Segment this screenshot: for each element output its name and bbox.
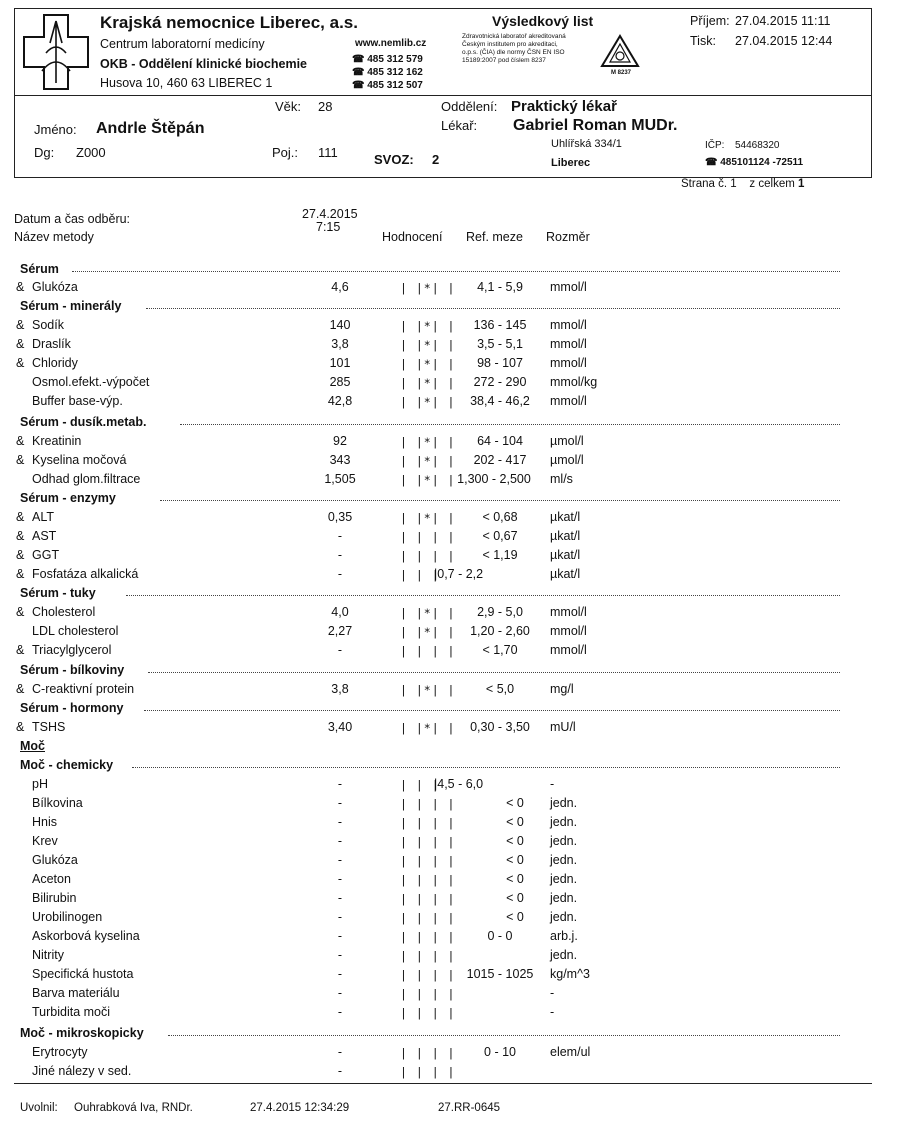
hospital-center: Centrum laboratorní medicíny [100,37,265,51]
svoz-label: SVOZ: [374,152,414,167]
table-row: Krev - | | | | < 0 jedn. [32,834,578,849]
section-header: Sérum - tuky [0,584,900,603]
phone-line-3: ☎ 485 312 507 [352,80,423,91]
hospital-cross-logo [22,13,90,91]
doctor-city: Liberec [551,157,591,169]
rating-header: Hodnocení [382,230,443,244]
section-header: Sérum - bílkoviny [0,661,900,680]
name-label: Jméno: [34,122,77,137]
accreditation-triangle-icon [600,34,640,70]
print-label: Tisk: [690,34,716,48]
received-value: 27.04.2015 11:11 [735,14,831,28]
poj-value: 111 [318,145,338,160]
accreditation-badge: M 8237 [611,70,632,76]
phone-icon: ☎ [705,157,721,168]
table-row: Glukóza - | | | | < 0 jedn. [32,853,578,868]
table-row: Turbidita moči - | | | | - [32,1005,555,1020]
doctor-name: Gabriel Roman MUDr. [513,117,678,134]
section-header-moc: Moč [20,739,45,753]
section-header: Sérum [0,260,900,279]
hospital-department: OKB - Oddělení klinické biochemie [100,57,307,71]
icp-value: 54468320 [735,140,780,151]
table-row: Buffer base-výp. 42,8 | |*| | 38,4 - 46,2 mmol/l [32,394,587,409]
ref-header: Ref. meze [466,230,523,244]
hospital-address: Husova 10, 460 63 LIBEREC 1 [100,76,273,90]
section-header: Moč - mikroskopicky [0,1024,900,1043]
table-row: & ALT 0,35 | |*| | < 0,68 µkat/l [16,510,581,525]
hospital-name: Krajská nemocnice Liberec, a.s. [100,13,358,32]
doctor-label: Lékař: [441,118,478,133]
report-title: Výsledkový list [492,13,594,29]
report-code: 27.RR-0645 [438,1102,501,1114]
section-header: Sérum - hormony [0,699,900,718]
table-row: Bílkovina - | | | | < 0 jedn. [32,796,578,811]
table-row: LDL cholesterol 2,27 | |*| | 1,20 - 2,60 mmol/l [32,624,587,639]
poj-label: Poj.: [272,145,299,160]
section-header: Sérum - dusík.metab. [0,413,900,432]
table-row: & AST - | | | | < 0,67 µkat/l [16,529,581,544]
dg-label: Dg: [34,145,55,160]
table-row: Odhad glom.filtrace 1,505 | |*| | 1,300 - 2,500 ml/s [32,472,573,487]
phone-line-1: ☎ 485 312 579 [352,54,423,65]
print-value: 27.04.2015 12:44 [735,34,833,48]
table-row: & Kreatinin 92 | |*| | 64 - 104 µmol/l [16,434,584,449]
method-label: Název metody [14,230,94,244]
age-value: 28 [318,99,333,114]
table-row: Jiné nálezy v sed. - | | | | [32,1064,456,1079]
table-row: & GGT - | | | | < 1,19 µkat/l [16,548,581,563]
dg-value: Z000 [76,145,106,160]
table-row: Urobilinogen - | | | | < 0 jedn. [32,910,578,925]
phone-line-2: ☎ 485 312 162 [352,67,423,78]
doctor-phone: ☎ 485101124 -72511 [705,157,804,168]
table-row: Osmol.efekt.-výpočet 285 | |*| | 272 - 290 mmol/kg [32,375,598,390]
received-label: Příjem: [690,14,730,28]
unit-header: Rozměr [546,230,590,244]
hospital-web: www.nemlib.cz [355,38,427,49]
icp-label: IČP: [705,140,725,151]
table-row: Askorbová kyselina - | | | | 0 - 0 arb.j. [32,929,578,944]
released-at: 27.4.2015 12:34:29 [250,1102,350,1114]
table-row: & Cholesterol 4,0 | |*| | 2,9 - 5,0 mmol/l [16,605,587,620]
table-row: & Draslík 3,8 | |*| | 3,5 - 5,1 mmol/l [16,337,587,352]
table-row: pH - | | | |4,5 - 6,0 - [32,777,555,792]
table-row: & TSHS 3,40 | |*| | 0,30 - 3,50 mU/l [16,720,576,735]
section-header: Moč - chemicky [0,756,900,775]
released-by: Ouhrabková Iva, RNDr. [74,1102,193,1114]
table-row: Specifická hustota - | | | | 1015 - 1025 kg/m^3 [32,967,590,982]
sample-time: 7:15 [316,220,341,234]
table-row: Nitrity - | | | | jedn. [32,948,578,963]
table-row: Erytrocyty - | | | | 0 - 10 elem/ul [32,1045,591,1060]
table-row: & Chloridy 101 | |*| | 98 - 107 mmol/l [16,356,587,371]
date-label: Datum a čas odběru: [14,212,131,226]
phone-icon: ☎ [352,80,368,91]
accreditation-text: Zdravotnická laboratoř akreditovaná Českým institutem pro akreditaci, o.p.s. (ČIA) dle normy ČSN EN ISO 15189:2007 pod číslem 8237 [462,33,566,64]
table-row: & Fosfatáza alkalická - | | | |0,7 - 2,2 µkat/l [16,567,581,582]
patient-name: Andrle Štěpán [96,120,205,137]
table-row: & C-reaktivní protein 3,8 | |*| | < 5,0 mg/l [16,682,574,697]
table-row: Barva materiálu - | | | | - [32,986,555,1001]
phone-icon: ☎ [352,54,368,65]
page-info: Strana č. 1 z celkem 1 [681,178,805,190]
dept-label: Oddělení: [441,99,498,114]
svoz-value: 2 [432,152,440,167]
phone-icon: ☎ [352,67,368,78]
table-row: & Sodík 140 | |*| | 136 - 145 mmol/l [16,318,587,333]
age-label: Věk: [275,99,302,114]
table-row: & Glukóza 4,6 | |*| | 4,1 - 5,9 mmol/l [16,280,587,295]
section-header: Sérum - enzymy [0,489,900,508]
doctor-street: Uhlířská 334/1 [551,138,622,150]
section-header: Sérum - minerály [0,297,900,316]
table-row: Hnis - | | | | < 0 jedn. [32,815,578,830]
sample-date: 27.4.2015 [302,207,358,221]
footer-divider [14,1083,872,1084]
table-row: & Kyselina močová 343 | |*| | 202 - 417 µmol/l [16,453,584,468]
table-row: Aceton - | | | | < 0 jedn. [32,872,578,887]
header-divider [14,95,872,96]
table-row: & Triacylglycerol - | | | | < 1,70 mmol/l [16,643,587,658]
table-row: Bilirubin - | | | | < 0 jedn. [32,891,578,906]
released-label: Uvolnil: [20,1102,58,1114]
dept-value: Praktický lékař [511,98,617,115]
